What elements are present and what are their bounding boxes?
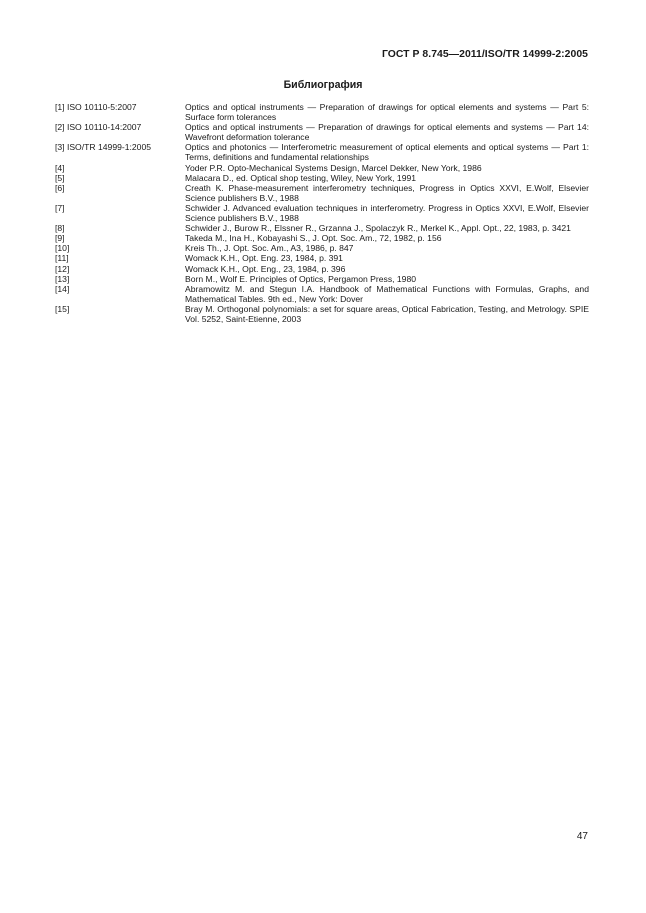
bibliography-entry bbox=[55, 203, 589, 223]
bibliography-ref: [2] ISO 10110-14:2007 bbox=[55, 122, 142, 133]
section-title: Библиография bbox=[283, 79, 363, 91]
bibliography-ref: [12] bbox=[55, 263, 70, 274]
bibliography-entry bbox=[55, 173, 589, 183]
bibliography-entry bbox=[55, 142, 589, 162]
bibliography-text: Optics and optical instruments — Preparation of drawings for optical elements and systems — Part 14: Wavefront deformation tolerance bbox=[185, 122, 589, 143]
bibliography-text: Bray M. Orthogonal polynomials: a set for square areas, Optical Fabrication, Testing, and Metrology. SPIE Vol. 5252, Saint-Etienne, 2003 bbox=[185, 303, 589, 324]
bibliography-entry bbox=[55, 183, 589, 203]
bibliography-ref: [15] bbox=[55, 303, 70, 314]
bibliography-entry bbox=[55, 102, 589, 122]
bibliography-ref: [6] bbox=[55, 182, 65, 193]
bibliography-text: Born M., Wolf E. Principles of Optics, Pergamon Press, 1980 bbox=[185, 273, 417, 284]
bibliography-text: Takeda M., Ina H., Kobayashi S., J. Opt. Soc. Am., 72, 1982, p. 156 bbox=[185, 233, 442, 244]
bibliography-text: Abramowitz M. and Stegun I.A. Handbook of Mathematical Functions with Formulas, Graphs, and Mathematical Tables. 9th ed., New York: Dover bbox=[185, 283, 589, 304]
bibliography-text: Womack K.H., Opt. Eng. 23, 1984, p. 391 bbox=[185, 253, 343, 264]
bibliography-text: Yoder P.R. Opto-Mechanical Systems Design, Marcel Dekker, New York, 1986 bbox=[185, 162, 482, 173]
bibliography-ref: [7] bbox=[55, 202, 65, 213]
bibliography-entry bbox=[55, 163, 589, 173]
bibliography-text: Schwider J., Burow R., Elssner R., Grzanna J., Spolaczyk R., Merkel K., Appl. Opt., 22, 1983, p. 3421 bbox=[185, 223, 571, 234]
bibliography-entry bbox=[55, 233, 589, 243]
bibliography-text: Kreis Th., J. Opt. Soc. Am., A3, 1986, p. 847 bbox=[185, 243, 354, 254]
bibliography-entry bbox=[55, 284, 589, 304]
bibliography-entry bbox=[55, 122, 589, 142]
bibliography-ref: [1] ISO 10110-5:2007 bbox=[55, 102, 137, 112]
bibliography-entry bbox=[55, 243, 589, 253]
bibliography-entry bbox=[55, 274, 589, 284]
bibliography-ref: [10] bbox=[55, 243, 70, 254]
page-number: 47 bbox=[576, 831, 588, 842]
bibliography-entry bbox=[55, 304, 589, 324]
bibliography-text: Schwider J. Advanced evaluation techniques in interferometry. Progress in Optics XXVI, E.Wolf, Elsevier Science publishers B.V., 1988 bbox=[185, 202, 589, 224]
bibliography-ref: [8] bbox=[55, 223, 65, 234]
bibliography-entry bbox=[55, 264, 589, 274]
bibliography-text: Malacara D., ed. Optical shop testing, Wiley, New York, 1991 bbox=[185, 172, 417, 183]
bibliography-ref: [9] bbox=[55, 233, 65, 244]
bibliography-entry bbox=[55, 223, 589, 233]
bibliography-ref: [5] bbox=[55, 172, 65, 183]
bibliography-ref: [14] bbox=[55, 283, 70, 294]
bibliography-list bbox=[55, 102, 589, 324]
bibliography-entry bbox=[55, 253, 589, 263]
document-header: ГОСТ Р 8.745—2011/ISO/TR 14999-2:2005 bbox=[381, 49, 588, 60]
bibliography-ref: [4] bbox=[55, 162, 65, 173]
bibliography-ref: [13] bbox=[55, 273, 70, 284]
bibliography-ref: [3] ISO/TR 14999-1:2005 bbox=[55, 142, 152, 153]
bibliography-text: Optics and optical instruments — Preparation of drawings for optical elements and systems — Part 5: Surface form tolerances bbox=[185, 102, 589, 123]
bibliography-text: Optics and photonics — Interferometric measurement of optical elements and optical systems — Part 1: Terms, definitions and fundamental relationships bbox=[185, 142, 589, 163]
bibliography-text: Creath K. Phase-measurement interferometry techniques, Progress in Optics XXVI, E.Wolf, Elsevier Science publishers B.V., 1988 bbox=[185, 182, 589, 203]
bibliography-ref: [11] bbox=[55, 253, 69, 264]
bibliography-text: Womack K.H., Opt. Eng., 23, 1984, p. 396 bbox=[185, 263, 346, 274]
